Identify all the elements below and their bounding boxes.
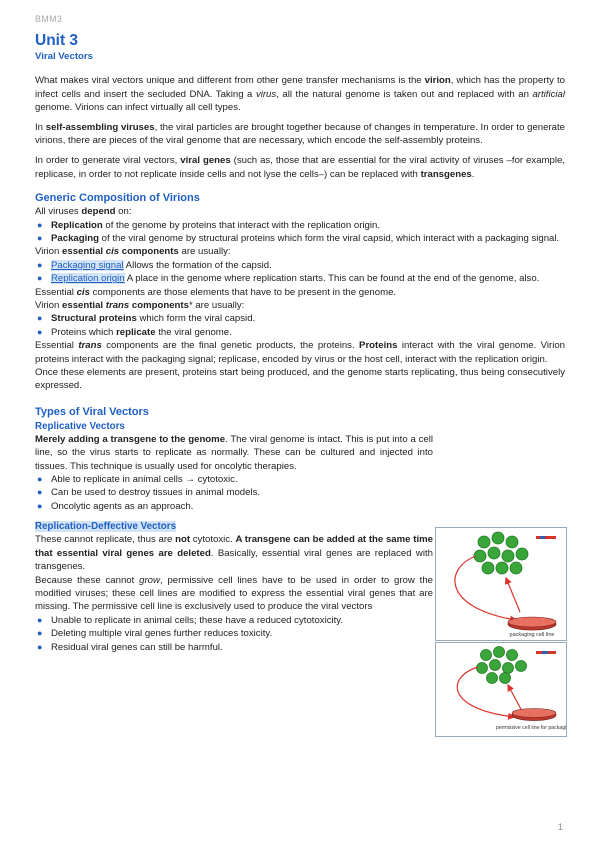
cell-culture-dish-icon xyxy=(512,709,556,721)
bullet-icon: ● xyxy=(37,500,43,511)
bullet-icon: ● xyxy=(37,628,43,639)
types-heading: Types of Viral Vectors xyxy=(35,405,149,418)
defective-paragraph-2: Because these cannot grow, permissive cell lines have to be used in order to grow the modified viruses; these cell lines are modified to express the essential viral genes that are missing. The permissive cell line is exclusively used to produce the viral vectors xyxy=(35,574,434,613)
bullet-icon: ● xyxy=(37,641,43,652)
trans-line: Virion essential trans components* are usually: xyxy=(35,300,245,311)
list-item: ● Packaging of the viral genome by structural proteins which form the viral capsid, which interact with a packaging signal. xyxy=(37,232,560,244)
replicative-section xyxy=(35,433,433,513)
bullet-icon: ● xyxy=(37,273,43,284)
cis-note: Essential cis components are those elements that have to be present in the genome. xyxy=(35,286,397,298)
list-item: ● Replication origin A place in the genome where replication starts. This can be found at the end of the genome, also. xyxy=(37,273,540,285)
page-number: 1 xyxy=(558,822,564,832)
virus-cluster-icon xyxy=(474,532,528,574)
figure-caption: permissive cell line for packaging xyxy=(495,725,566,731)
replicative-intro: Merely adding a transgene to the genome. The viral genome is intact. This is put into a cell line, so the virus starts to replicate as normally. These can be cultured and injected into tissues. This technique is usually used for oncolytic therapies. xyxy=(35,433,433,472)
depend-list xyxy=(35,219,565,246)
packaging-signal-link[interactable]: Packaging signal xyxy=(51,259,124,271)
intro-paragraph-1: What makes viral vectors unique and different from other gene transfer mechanisms is the virion, which has the property to infect cells and insert the secluded DNA. Taking a virus, all the natural genome is taken out and replaced with an artificial genome. Virions can infect virtually all cell types. xyxy=(35,75,565,114)
bullet-icon: ● xyxy=(37,259,43,270)
list-item: ● Structural proteins which form the viral capsid. xyxy=(37,313,256,325)
bullet-icon: ● xyxy=(37,313,43,324)
cell-culture-dish-icon xyxy=(508,617,556,630)
list-item: ● Replication of the genome by proteins that interact with the replication origin. xyxy=(37,219,381,231)
bullet-icon: ● xyxy=(37,614,43,625)
bullet-icon: ● xyxy=(37,487,43,498)
intro-paragraph-2: In self-assembling viruses, the viral particles are brought together because of changes in temperature. In order to generate virions, there are pieces of the viral genome that are necessary, which encode the self-assembly proteins. xyxy=(35,121,565,147)
release-arrow xyxy=(506,578,520,612)
defective-heading: Replication-Deffective Vectors xyxy=(35,521,177,533)
generic-composition-heading: Generic Composition of Virions xyxy=(35,192,200,205)
defective-diagram xyxy=(436,643,566,736)
bullet-icon: ● xyxy=(37,219,43,230)
figure-caption: packaging cell line xyxy=(509,632,555,638)
bullet-icon: ● xyxy=(37,326,43,337)
trans-note: Essential trans components are the final genetic products, the proteins. Proteins interact with the viral genome. Virion proteins interact with the packaging signal; replicase, encoded by virus or the host cell, interact with the replication origin. xyxy=(35,340,565,365)
vector-genome-icon xyxy=(536,536,556,539)
replicative-heading: Replicative Vectors xyxy=(35,420,125,432)
replicative-diagram xyxy=(436,528,566,640)
list-item: ● Proteins which replicate the viral genome. xyxy=(37,326,232,338)
list-item: ● Residual viral genes can still be harmful. xyxy=(37,641,223,653)
list-item: ● Oncolytic agents as an approach. xyxy=(37,500,194,512)
virus-cluster-icon xyxy=(477,647,527,684)
list-item: ● Unable to replicate in animal cells; these have a reduced cytotoxicity. xyxy=(37,614,344,626)
running-header: BMM3 xyxy=(35,14,63,24)
list-item: ● Packaging signal Allows the formation of the capsid. xyxy=(37,259,272,271)
defective-vector-figure xyxy=(435,642,567,737)
defective-intro: These cannot replicate, thus are not cytotoxic. A transgene can be added at the same time that essential viral genes are deleted. Basically, essential viral genes are replaced with transgenes. xyxy=(35,534,433,573)
list-item: ● Deleting multiple viral genes further reduces toxicity. xyxy=(37,628,273,640)
replicative-vector-figure xyxy=(435,527,567,641)
replication-origin-link[interactable]: Replication origin xyxy=(51,273,125,285)
defective-list xyxy=(35,614,433,654)
unit-title: Unit 3 xyxy=(35,32,79,49)
list-item: ● Able to replicate in animal cells → cytotoxic. xyxy=(37,474,238,486)
replicative-list xyxy=(35,473,433,513)
release-arrow xyxy=(508,685,522,711)
bullet-icon: ● xyxy=(37,232,43,243)
cis-line: Virion essential cis components are usually: xyxy=(35,246,231,258)
unit-subtitle: Viral Vectors xyxy=(35,51,93,62)
list-item: ● Can be used to destroy tissues in animal models. xyxy=(37,487,261,499)
cis-list xyxy=(35,259,565,286)
intro-paragraph-3: In order to generate viral vectors, viral genes (such as, those that are essential for the viral activity of viruses –for example, replicase, in order to not replicate inside cells and not lyse the cells–) can be replaced with transgenes. xyxy=(35,154,565,180)
bullet-icon: ● xyxy=(37,474,43,485)
defective-section xyxy=(35,533,433,654)
trans-list xyxy=(35,312,565,339)
closing-paragraph: Once these elements are present, proteins start being produced, and the genome starts replicating, thus being consecutively expressed. xyxy=(35,367,565,392)
depend-line: All viruses depend on: xyxy=(35,206,132,218)
vector-genome-icon xyxy=(536,651,556,654)
